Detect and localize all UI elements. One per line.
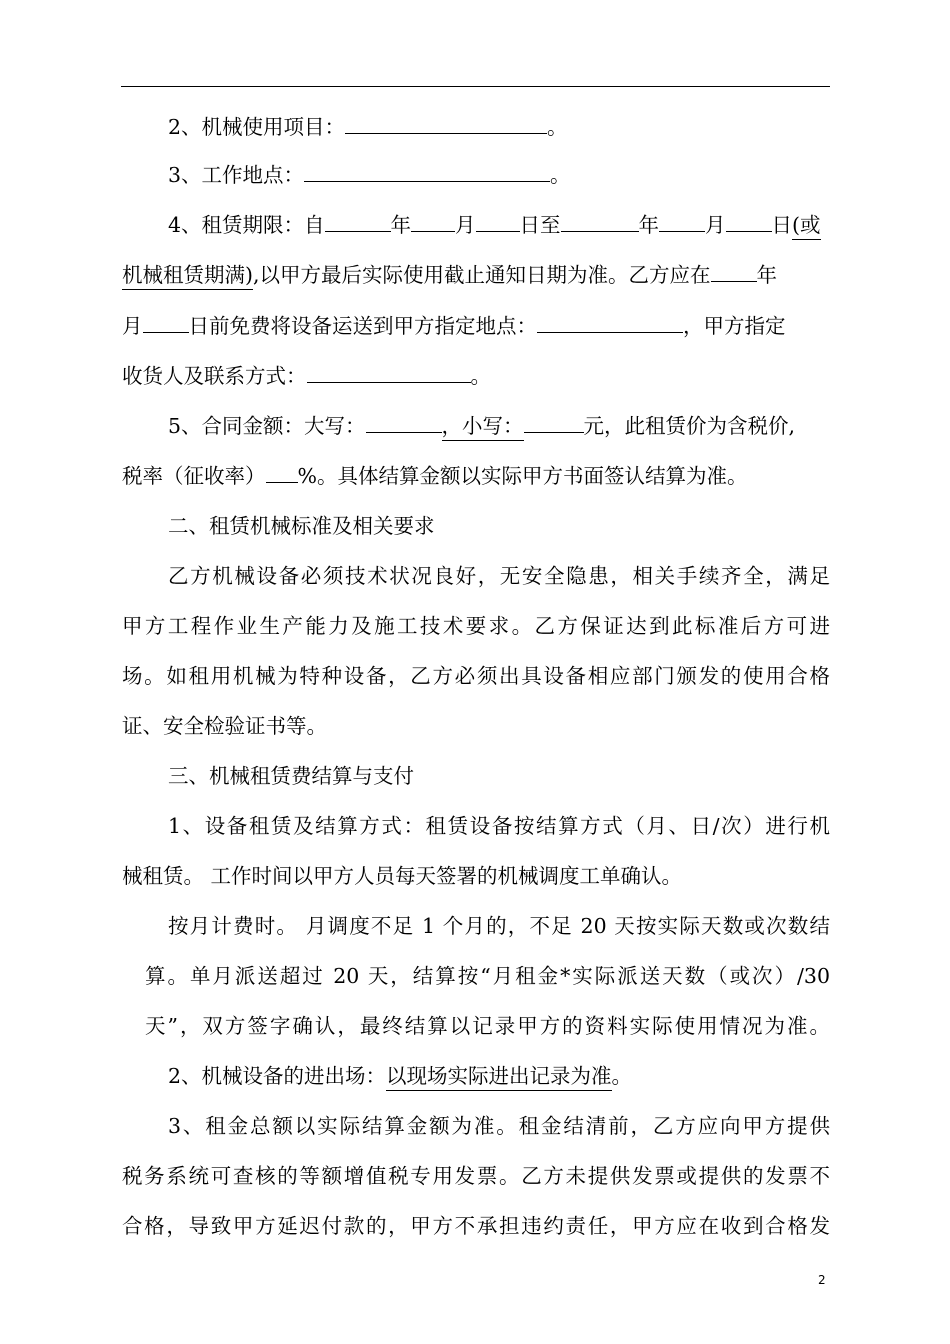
paragraph-line: 按月计费时。 月调度不足 1 个月的，不足 20 天按实际天数或次数结 xyxy=(168,914,830,938)
underlined-text: 机械租赁期满) xyxy=(122,263,253,290)
blank-field xyxy=(476,209,520,232)
blank-field xyxy=(659,209,705,232)
underlined-text: (或 xyxy=(792,213,821,240)
paragraph-line: 械租赁。 工作时间以甲方人员每天签署的机械调度工单确认。 xyxy=(122,864,683,888)
line-delivery xyxy=(122,309,830,343)
blank-field xyxy=(325,209,391,232)
text: 5、合同金额：大写： xyxy=(168,414,366,438)
text: ，甲方指定 xyxy=(683,314,786,338)
text: 4、租赁期限：自 xyxy=(168,213,325,237)
blank-field xyxy=(411,209,455,232)
paragraph-line: 证、安全检验证书等。 xyxy=(122,714,327,738)
page-number: 2 xyxy=(818,1273,826,1287)
text: 税率（征收率） xyxy=(122,464,266,488)
text: 日前免费将设备运送到甲方指定地点： xyxy=(188,314,537,338)
blank-field xyxy=(345,111,547,134)
text: 月 xyxy=(455,213,476,237)
header-rule xyxy=(121,86,830,87)
line-lease-period xyxy=(168,208,830,242)
text: 。 xyxy=(470,364,491,388)
paragraph-line: 3、租金总额以实际结算金额为准。租金结清前，乙方应向甲方提供 xyxy=(168,1114,830,1138)
text: 年 xyxy=(638,213,660,237)
blank-field xyxy=(726,209,772,232)
text: 日至 xyxy=(519,213,561,237)
text: ,以甲方最后实际使用截止通知日期为准。乙方应在 xyxy=(253,263,711,287)
paragraph-line: 场。如租用机械为特种设备，乙方必须出具设备相应部门颁发的使用合格 xyxy=(122,664,830,688)
blank-field xyxy=(143,310,189,333)
paragraph-line: 税务系统可查核的等额增值税专用发票。乙方未提供发票或提供的发票不 xyxy=(122,1164,830,1188)
text: 2、机械使用项目： xyxy=(168,115,346,139)
blank-field xyxy=(304,159,550,182)
line-tax-rate xyxy=(122,459,830,493)
blank-field xyxy=(524,410,584,433)
paragraph-line: 天”，双方签字确认，最终结算以记录甲方的资料实际使用情况为准。 xyxy=(145,1014,830,1038)
line-machine-project xyxy=(168,110,830,144)
text: 月 xyxy=(705,213,726,237)
line-contract-amount xyxy=(168,409,830,443)
blank-field xyxy=(537,310,683,333)
line-entry-exit xyxy=(168,1059,830,1093)
blank-field xyxy=(711,259,757,282)
line-work-location xyxy=(168,158,830,192)
text: 年 xyxy=(390,213,412,237)
section-heading-3: 三、机械租赁费结算与支付 xyxy=(168,764,414,788)
text: 。 xyxy=(547,115,568,139)
blank-field xyxy=(266,460,298,483)
line-receiver-contact xyxy=(122,359,830,393)
underlined-text: 以现场实际进出记录为准 xyxy=(386,1064,612,1091)
text: 2、机械设备的进出场： xyxy=(168,1064,387,1088)
line-lease-expiry xyxy=(122,258,830,292)
paragraph-line: 1、设备租赁及结算方式：租赁设备按结算方式（月、日/次）进行机 xyxy=(168,814,830,838)
underlined-text: ，小写： xyxy=(442,414,524,441)
text: 元，此租赁价为含税价, xyxy=(583,414,796,438)
text: 收货人及联系方式： xyxy=(122,364,307,388)
paragraph-line: 甲方工程作业生产能力及施工技术要求。乙方保证达到此标准后方可进 xyxy=(122,614,830,638)
text: 3、工作地点： xyxy=(168,163,305,187)
paragraph-line: 合格，导致甲方延迟付款的，甲方不承担违约责任，甲方应在收到合格发 xyxy=(122,1214,830,1238)
blank-field xyxy=(307,360,471,383)
text: 。 xyxy=(611,1064,633,1088)
text: 日 xyxy=(771,213,793,237)
paragraph-line: 乙方机械设备必须技术状况良好，无安全隐患，相关手续齐全，满足 xyxy=(168,564,830,588)
text: 年 xyxy=(756,263,778,287)
text: 月 xyxy=(122,314,143,338)
blank-field xyxy=(561,209,639,232)
text: %。具体结算金额以实际甲方书面签认结算为准。 xyxy=(297,464,748,488)
text: 。 xyxy=(550,163,571,187)
blank-field xyxy=(366,410,442,433)
section-heading-2: 二、租赁机械标准及相关要求 xyxy=(168,514,435,538)
paragraph-line: 算。单月派送超过 20 天，结算按“月租金*实际派送天数（或次）/30 xyxy=(145,964,830,988)
